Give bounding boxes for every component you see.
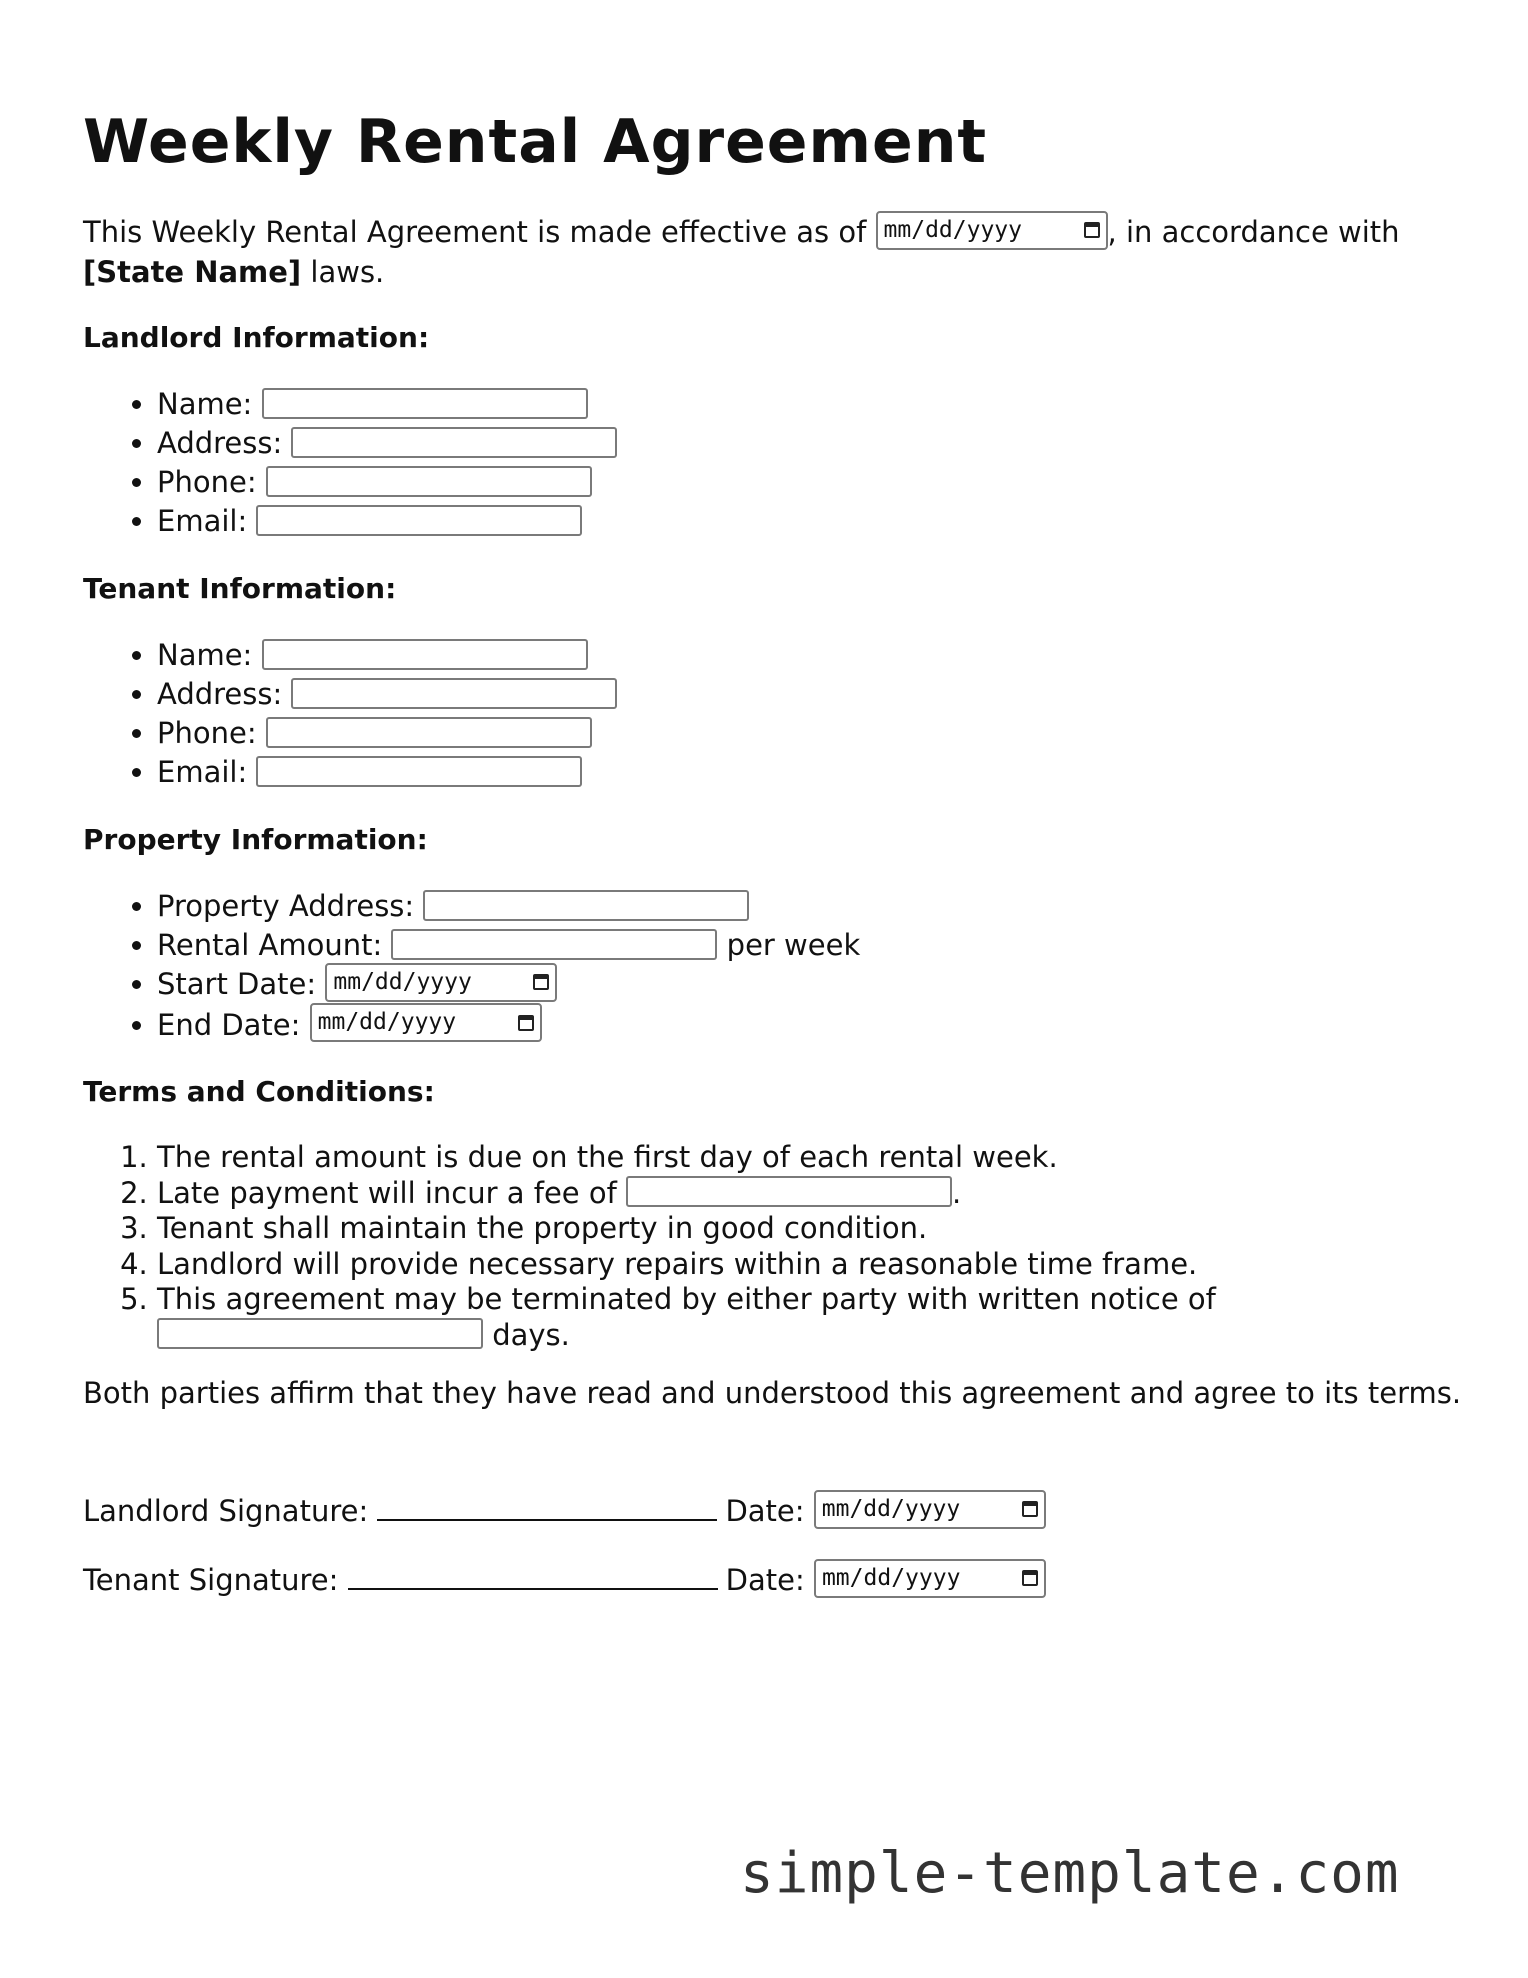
property-heading: Property Information:: [83, 823, 428, 856]
tenant-signature-label: Tenant Signature:: [83, 1563, 339, 1597]
notice-days-input[interactable]: [157, 1318, 483, 1349]
start-date-label: Start Date:: [157, 967, 317, 1001]
calendar-icon[interactable]: [1084, 222, 1100, 238]
tenant-phone-item: [157, 714, 1463, 753]
intro-text-before-date: This Weekly Rental Agreement is made effective as of: [83, 215, 876, 249]
rental-amount-label: Rental Amount:: [157, 928, 383, 962]
tenant-phone-label: Phone:: [157, 716, 257, 750]
property-address-input[interactable]: [423, 890, 749, 921]
tenant-address-item: [157, 675, 1463, 714]
start-date-item: [157, 965, 1463, 1006]
landlord-address-label: Address:: [157, 426, 283, 460]
tenant-email-label: Email:: [157, 755, 248, 789]
landlord-address-item: [157, 424, 1463, 463]
intro-paragraph: [83, 214, 1463, 291]
term-item-2: [157, 1176, 1463, 1212]
late-fee-input[interactable]: [626, 1176, 952, 1207]
landlord-signature-label: Landlord Signature:: [83, 1494, 369, 1528]
term-item-4: 4. Landlord will provide necessary repairs within a reasonable time frame.: [157, 1247, 1463, 1283]
landlord-email-label: Email:: [157, 504, 248, 538]
landlord-name-item: [157, 385, 1463, 424]
notice-text: This agreement may be terminated by either party with written notice of: [157, 1282, 1216, 1316]
start-date-placeholder: mm/dd/yyyy: [333, 968, 472, 995]
landlord-signature-field[interactable]: [377, 1489, 717, 1521]
terms-heading: Terms and Conditions:: [83, 1075, 435, 1108]
tenant-date-placeholder: mm/dd/yyyy: [821, 1564, 961, 1591]
page-title: Weekly Rental Agreement: [83, 107, 988, 177]
landlord-date-label: Date:: [725, 1494, 805, 1528]
calendar-icon[interactable]: [1022, 1570, 1038, 1586]
terms-list: [83, 1140, 1463, 1353]
tenant-address-label: Address:: [157, 677, 283, 711]
tenant-signature-field[interactable]: [348, 1558, 718, 1590]
term-item-3: 3. Tenant shall maintain the property in good condition.: [157, 1211, 1463, 1247]
watermark: simple-template.com: [740, 1841, 1400, 1906]
landlord-phone-label: Phone:: [157, 465, 257, 499]
landlord-phone-input[interactable]: [266, 466, 592, 497]
end-date-placeholder: mm/dd/yyyy: [317, 1009, 457, 1035]
landlord-list: [83, 385, 1463, 541]
tenant-name-label: Name:: [157, 638, 253, 672]
property-address-label: Property Address:: [157, 889, 415, 923]
effective-date-input[interactable]: [876, 211, 1108, 250]
property-address-item: [157, 887, 1463, 926]
landlord-email-input[interactable]: [256, 505, 582, 536]
start-date-input[interactable]: [325, 963, 557, 1002]
landlord-email-item: [157, 502, 1463, 541]
tenant-address-input[interactable]: [291, 678, 617, 709]
end-date-label: End Date:: [157, 1007, 301, 1042]
tenant-date-input[interactable]: [814, 1559, 1046, 1598]
intro-text-after-state: laws.: [301, 254, 385, 289]
tenant-heading: Tenant Information:: [83, 572, 397, 605]
property-list: [83, 887, 1463, 1046]
landlord-heading: Landlord Information:: [83, 321, 430, 354]
closing-paragraph: Both parties affirm that they have read and understood this agreement and agree to its terms.: [83, 1376, 1462, 1410]
tenant-signature-line: [83, 1558, 1046, 1602]
term-item-1: 1. The rental amount is due on the first day of each rental week.: [157, 1140, 1463, 1176]
rental-amount-input[interactable]: [391, 929, 717, 960]
late-fee-suffix: .: [952, 1175, 962, 1210]
tenant-list: [83, 636, 1463, 792]
tenant-email-input[interactable]: [256, 756, 582, 787]
calendar-icon[interactable]: [533, 974, 549, 990]
landlord-name-label: Name:: [157, 387, 253, 421]
state-name: [State Name]: [83, 254, 302, 289]
tenant-name-item: [157, 636, 1463, 675]
calendar-icon[interactable]: [518, 1015, 534, 1031]
end-date-input[interactable]: [310, 1003, 542, 1042]
tenant-date-label: Date:: [725, 1563, 805, 1597]
calendar-icon[interactable]: [1022, 1501, 1038, 1517]
rental-amount-item: [157, 926, 1463, 965]
notice-suffix: days.: [492, 1317, 570, 1352]
tenant-phone-input[interactable]: [266, 717, 592, 748]
landlord-signature-line: [83, 1489, 1046, 1533]
intro-text-after-date: , in accordance with: [1107, 215, 1400, 249]
term-item-5: [157, 1282, 1317, 1353]
rental-amount-suffix: per week: [726, 928, 861, 962]
effective-date-placeholder: mm/dd/yyyy: [883, 216, 1023, 243]
landlord-date-placeholder: mm/dd/yyyy: [821, 1495, 961, 1522]
landlord-phone-item: [157, 463, 1463, 502]
landlord-date-input[interactable]: [814, 1490, 1046, 1529]
landlord-address-input[interactable]: [291, 427, 617, 458]
tenant-name-input[interactable]: [262, 639, 588, 670]
landlord-name-input[interactable]: [262, 388, 588, 419]
tenant-email-item: [157, 753, 1463, 792]
end-date-item: [157, 1006, 1463, 1047]
late-fee-text: Late payment will incur a fee of: [157, 1175, 627, 1210]
